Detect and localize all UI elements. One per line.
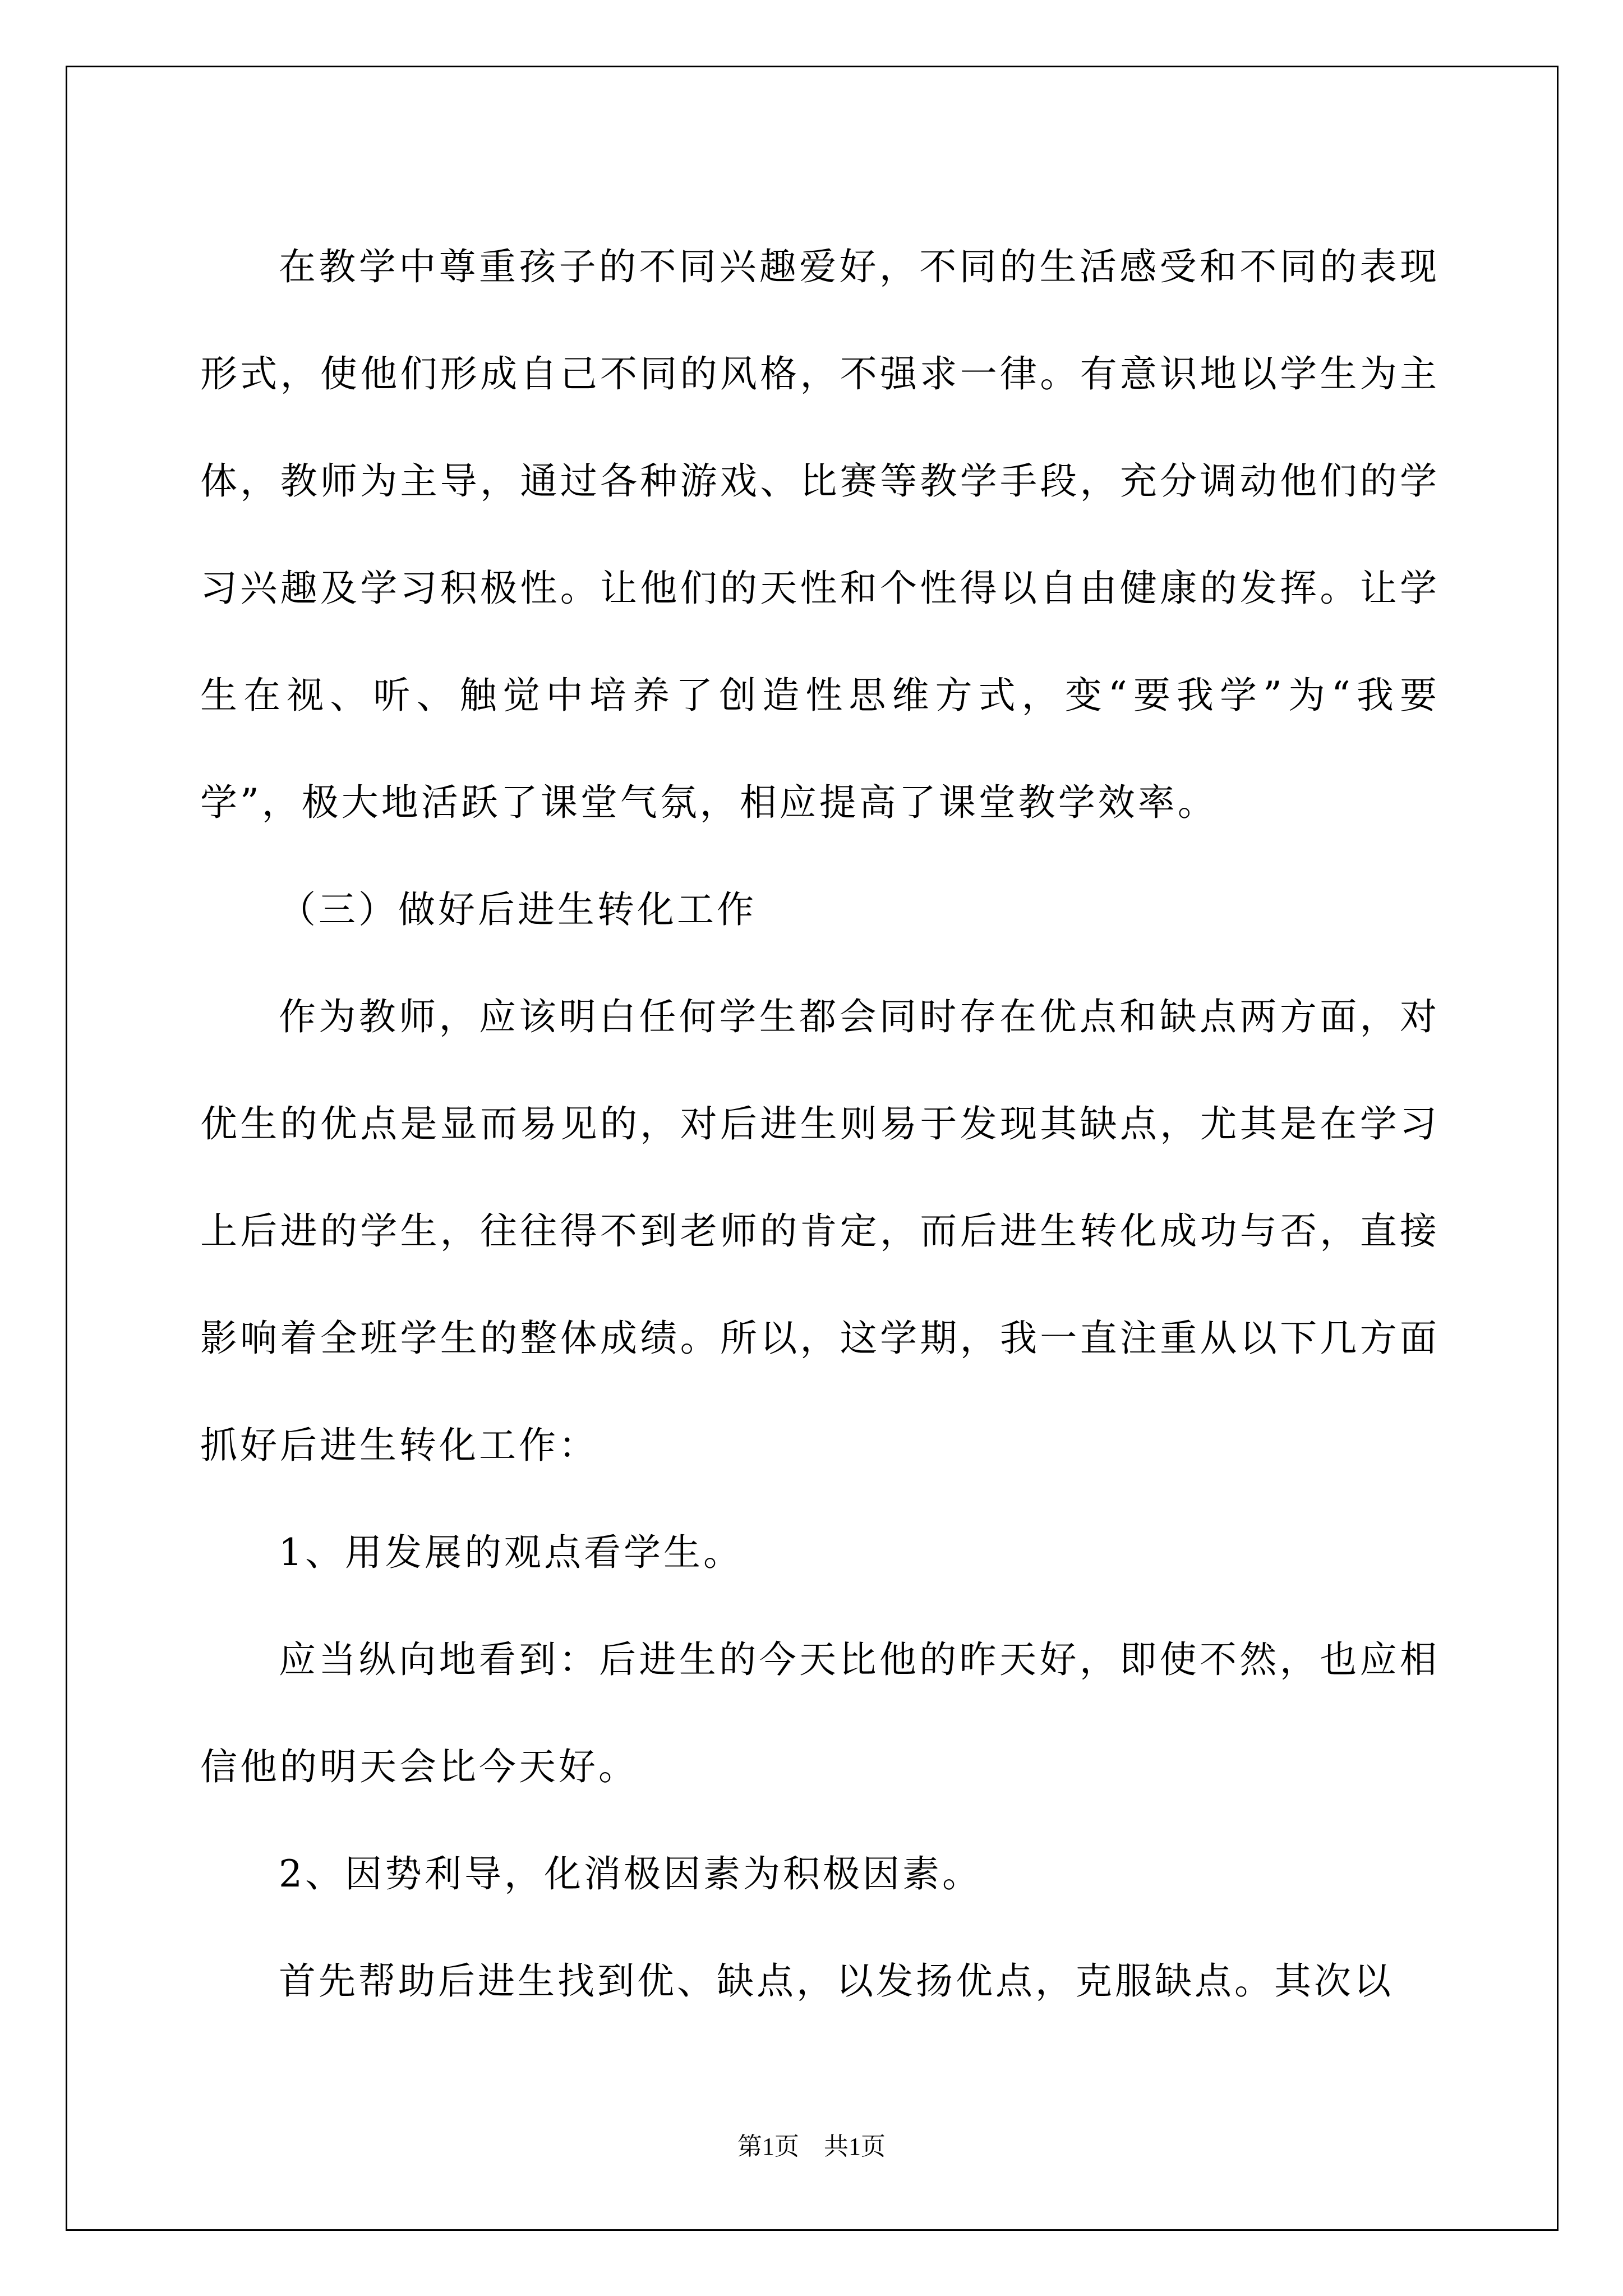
paragraph-3: 作为教师，应该明白任何学生都会同时存在优点和缺点两方面，对优生的优点是显而易见的，对后进生则易于发现其缺点，尤其是在学习上后进的学生，往往得不到老师的肯定，而后进生转化成功与否，直接影响着全班学生的整体成绩。所以，这学期，我一直注重从以下几方面抓好后进生转化工作： <box>200 995 1440 1467</box>
page-footer: 第1页 共1页 <box>737 2133 886 2160</box>
paragraph-7: 首先帮助后进生找到优、缺点，以发扬优点，克服缺点。其次以 <box>279 1959 1394 2003</box>
document-body <box>200 213 1440 2035</box>
paragraph-6-item: 2、因势利导，化消极因素为积极因素。 <box>279 1852 982 1895</box>
paragraph-5: 应当纵向地看到：后进生的今天比他的昨天好，即使不然，也应相信他的明天会比今天好。 <box>200 1638 1440 1788</box>
paragraph-1: 在教学中尊重孩子的不同兴趣爱好，不同的生活感受和不同的表现形式，使他们形成自己不同的风格，不强求一律。有意识地以学生为主体，教师为主导，通过各种游戏、比赛等教学手段，充分调动他们的学习兴趣及学习积极性。让他们的天性和个性得以自由健康的发挥。让学生在视、听、触觉中培养了创造性思维方式，变“要我学”为“我要学”，极大地活跃了课堂气氛，相应提高了课堂教学效率。 <box>200 245 1440 824</box>
paragraph-2-heading: （三）做好后进生转化工作 <box>279 888 757 931</box>
paragraph-4-item: 1、用发展的观点看学生。 <box>279 1531 743 1574</box>
